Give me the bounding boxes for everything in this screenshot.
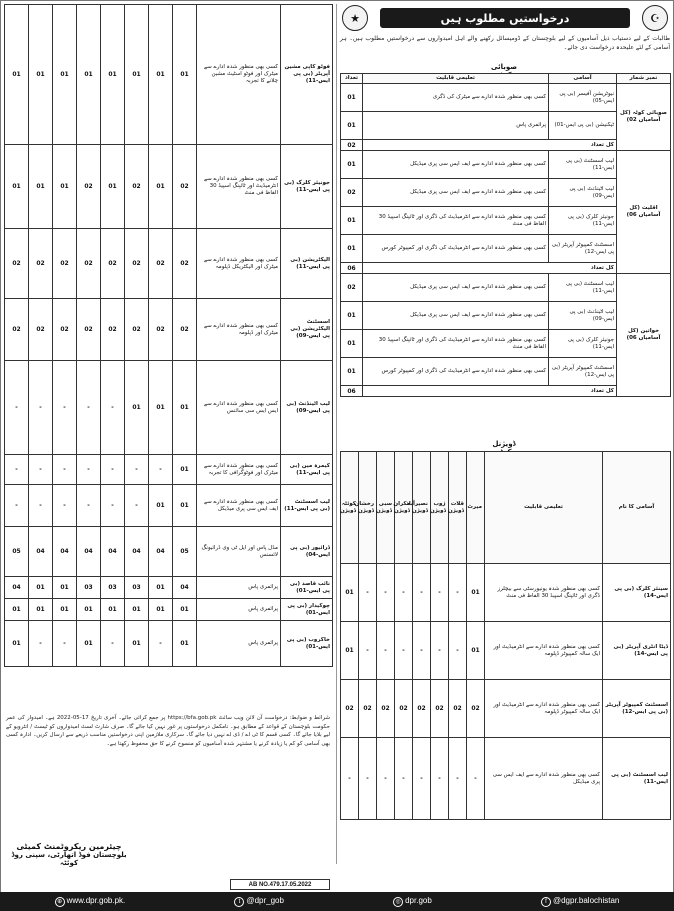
count-cell: 01: [341, 235, 363, 263]
quota-value-cell: 01: [125, 5, 149, 145]
quota-value-cell: 04: [5, 577, 29, 599]
count-cell: 01: [341, 151, 363, 179]
quota-value-cell: 03: [77, 577, 101, 599]
table-row: [5, 299, 333, 361]
table-row: [5, 229, 333, 299]
qualification-cell: کسی بھی منظور شدہ ادارے سے انٹرمیڈیٹ کی ڈگری اور کمپیوٹر کورس: [363, 358, 549, 386]
left-posts-table: [4, 4, 333, 667]
post-cell: سینئر کلرک (بی پی ایس-14): [603, 564, 671, 622]
quota-value-cell: 01: [149, 145, 173, 229]
post-cell: کیمرہ مین (بی پی ایس-11): [281, 455, 333, 485]
quota-value-cell: 01: [125, 621, 149, 667]
quota-group-label: خواتین (کل آسامیاں 06): [617, 274, 671, 397]
qualification-cell: کسی بھی منظور شدہ ادارے سے انٹرمیڈیٹ کی ڈگری اور ٹائپنگ اسپیڈ 30 الفاظ فی منٹ: [363, 207, 549, 235]
quota-value-cell: -: [29, 361, 53, 455]
quota-value-cell: -: [53, 621, 77, 667]
quota-value-cell: 02: [5, 299, 29, 361]
quota-value-cell: -: [53, 485, 77, 527]
total-label: کل تعداد: [363, 140, 617, 151]
total-value: 06: [341, 263, 363, 274]
quota-value-cell: 04: [125, 527, 149, 577]
quota-value-cell: -: [449, 622, 467, 680]
footer-item[interactable]: [541, 896, 619, 907]
footer-item[interactable]: [234, 896, 283, 907]
quota-value-cell: 04: [77, 527, 101, 577]
post-cell: چوکیدار (بی پی ایس-01): [281, 599, 333, 621]
qualification-cell: کسی بھی منظور شدہ ادارے سے ایس ایس سی سائنس: [197, 361, 281, 455]
qualification-cell: کسی بھی منظور شدہ ادارے سے ایف ایس سی پری میڈیکل: [363, 274, 549, 302]
quota-value-cell: 01: [341, 622, 359, 680]
quota-value-cell: -: [413, 738, 431, 820]
qualification-cell: کسی بھی منظور شدہ ادارے سے میٹرک اور الیکٹریکل ڈپلومہ: [197, 229, 281, 299]
quota-value-cell: 01: [467, 622, 485, 680]
post-cell: لیب اٹینڈنٹ (بی پی ایس-09): [549, 302, 617, 330]
quota-value-cell: 02: [125, 299, 149, 361]
quota-value-cell: 01: [5, 5, 29, 145]
quota-value-cell: 01: [53, 5, 77, 145]
quota-value-cell: -: [341, 738, 359, 820]
table-row: [5, 527, 333, 577]
quota-value-cell: 01: [173, 455, 197, 485]
quota-value-cell: 01: [101, 145, 125, 229]
qualification-cell: کسی بھی منظور شدہ ادارے سے ایف ایس سی پری میڈیکل: [485, 738, 603, 820]
post-cell: فوٹو کاپی مشین آپریٹر (بی پی ایس-11): [281, 5, 333, 145]
qualification-cell: کسی بھی منظور شدہ ادارے سے انٹرمیڈیٹ اور ایک سالہ کمپیوٹر ڈپلومہ: [485, 680, 603, 738]
quota-value-cell: -: [125, 485, 149, 527]
quota-value-cell: -: [149, 621, 173, 667]
quota-value-cell: 04: [101, 527, 125, 577]
quota-value-cell: -: [377, 738, 395, 820]
quota-value-cell: 02: [173, 229, 197, 299]
footer-item[interactable]: [393, 896, 432, 907]
column-header: نمبر شمار: [617, 74, 671, 84]
quota-group-label: اقلیت (کل آسامیاں 06): [617, 151, 671, 274]
quota-value-cell: 04: [173, 577, 197, 599]
quota-value-cell: -: [101, 361, 125, 455]
column-header: تعداد: [341, 74, 363, 84]
table-row: [5, 599, 333, 621]
qualification-cell: کسی بھی منظور شدہ ادارے سے انٹرمیڈیٹ کی ڈگری اور کمپیوٹر کورس: [363, 235, 549, 263]
intro-text: طالبات کے لیے دستیاب ذیل آسامیوں کے لیے بلوچستان کے ڈومیسائل رکھنے والے اہل امیدواروں سے درخواستیں مطلوب ہیں۔ ہر آسامی کے لئے علیحدہ درخواست دی جائے۔: [340, 35, 670, 51]
count-cell: 02: [341, 179, 363, 207]
post-cell: اسسٹنٹ کمپیوٹر آپریٹر (بی پی ایس-12): [603, 680, 671, 738]
post-cell: لیب اٹینڈنٹ (بی پی ایس-09): [549, 179, 617, 207]
column-header: میرٹ: [467, 452, 485, 564]
total-value: 02: [341, 140, 363, 151]
table-row: [341, 84, 671, 112]
government-emblem-icon: ★: [342, 5, 368, 31]
table-row: [5, 5, 333, 145]
footer-link[interactable]: dpr.gob: [405, 896, 432, 905]
quota-value-cell: -: [77, 455, 101, 485]
quota-value-cell: -: [5, 455, 29, 485]
quota-value-cell: -: [467, 738, 485, 820]
quota-value-cell: 02: [413, 680, 431, 738]
column-header: آسامی کا نام: [603, 452, 671, 564]
footer-item[interactable]: [55, 896, 126, 907]
instagram-icon: ◎: [393, 897, 403, 907]
quota-value-cell: 02: [77, 299, 101, 361]
post-cell: اسسٹنٹ کمپیوٹر آپریٹر (بی پی ایس-12): [549, 235, 617, 263]
post-cell: اسسٹنٹ الیکٹریشن (بی پی ایس-09): [281, 299, 333, 361]
divisional-table: [340, 451, 671, 820]
quota-value-cell: -: [29, 621, 53, 667]
quota-value-cell: 02: [101, 299, 125, 361]
facebook-icon: f: [541, 897, 551, 907]
qualification-cell: پرائمری پاس: [197, 599, 281, 621]
footer-link[interactable]: @dpr_gob: [246, 896, 284, 905]
quota-value-cell: -: [29, 485, 53, 527]
post-cell: نیوٹریشن آفیسر (بی پی ایس-05): [549, 84, 617, 112]
table-row: [5, 485, 333, 527]
table-row: [5, 361, 333, 455]
quota-value-cell: 02: [377, 680, 395, 738]
post-cell: لیب اسسٹنٹ (بی پی ایس-11): [549, 274, 617, 302]
count-cell: 01: [341, 358, 363, 386]
quota-value-cell: -: [77, 361, 101, 455]
table-row: [341, 274, 671, 302]
quota-value-cell: -: [53, 361, 77, 455]
quota-value-cell: 01: [53, 577, 77, 599]
quota-value-cell: -: [377, 622, 395, 680]
column-header: تعلیمی قابلیت: [485, 452, 603, 564]
footer-link[interactable]: www.dpr.gob.pk.: [66, 896, 126, 905]
quota-value-cell: -: [5, 361, 29, 455]
provincial-table: [340, 73, 671, 397]
count-cell: 02: [341, 274, 363, 302]
post-cell: لیب اسسٹنٹ (بی پی ایس-11): [603, 738, 671, 820]
quota-value-cell: -: [377, 564, 395, 622]
table-row: [341, 564, 671, 622]
quota-value-cell: 02: [467, 680, 485, 738]
quota-value-cell: 04: [53, 527, 77, 577]
quota-value-cell: -: [359, 564, 377, 622]
qualification-cell: کسی بھی منظور شدہ یونیورسٹی سے بیچلرز ڈگری اور ٹائپنگ اسپیڈ 30 الفاظ فی منٹ: [485, 564, 603, 622]
qualification-cell: کسی بھی منظور شدہ ادارے سے انٹرمیڈیٹ اور ایک سالہ کمپیوٹر ڈپلومہ: [485, 622, 603, 680]
qualification-cell: کسی بھی منظور شدہ ادارے سے ایف ایس سی پری میڈیکل: [197, 485, 281, 527]
quota-value-cell: -: [29, 455, 53, 485]
qualification-cell: کسی بھی منظور شدہ ادارے سے میٹرک کی ڈگری: [363, 84, 549, 112]
qualification-cell: مڈل پاس اور ایل ٹی وی ڈرائیونگ لائسنس: [197, 527, 281, 577]
qualification-cell: کسی بھی منظور شدہ ادارے سے میٹرک اور فوٹوگرافی کا تجربہ: [197, 455, 281, 485]
quota-value-cell: -: [77, 485, 101, 527]
quota-value-cell: 02: [101, 229, 125, 299]
quota-value-cell: -: [413, 564, 431, 622]
quota-value-cell: 02: [395, 680, 413, 738]
ad-title: درخواستیں مطلوب ہیں: [380, 8, 630, 28]
quota-value-cell: 02: [29, 299, 53, 361]
quota-value-cell: 01: [173, 5, 197, 145]
count-cell: 01: [341, 330, 363, 358]
quota-value-cell: 02: [5, 229, 29, 299]
qualification-cell: کسی بھی منظور شدہ ادارے سے انٹرمیڈیٹ اور ٹائپنگ اسپیڈ 30 الفاظ فی منٹ: [197, 145, 281, 229]
count-cell: 01: [341, 112, 363, 140]
quota-value-cell: 01: [149, 5, 173, 145]
quota-value-cell: -: [125, 455, 149, 485]
post-cell: لیب اٹینڈنٹ (بی پی ایس-09): [281, 361, 333, 455]
quota-value-cell: -: [101, 485, 125, 527]
quota-value-cell: 02: [77, 229, 101, 299]
table-row: [341, 622, 671, 680]
total-value: 06: [341, 386, 363, 397]
qualification-cell: پرائمری پاس: [363, 112, 549, 140]
quota-value-cell: 01: [101, 599, 125, 621]
qualification-cell: کسی بھی منظور شدہ ادارے سے انٹرمیڈیٹ کی ڈگری اور ٹائپنگ اسپیڈ 30 الفاظ فی منٹ: [363, 330, 549, 358]
quota-value-cell: 02: [149, 299, 173, 361]
quota-value-cell: 02: [341, 680, 359, 738]
government-emblem-icon: ☪: [642, 5, 668, 31]
post-cell: خاکروب (بی پی ایس-01): [281, 621, 333, 667]
quota-value-cell: 01: [5, 145, 29, 229]
post-cell: جونیئر کلرک (بی پی ایس-11): [549, 330, 617, 358]
quota-value-cell: -: [413, 622, 431, 680]
footer-link[interactable]: @dgpr.balochistan: [552, 896, 620, 905]
quota-value-cell: 02: [173, 145, 197, 229]
qualification-cell: کسی بھی منظور شدہ ادارے سے ایف ایس سی پری میڈیکل: [363, 302, 549, 330]
post-cell: جونیئر کلرک (بی پی ایس-11): [281, 145, 333, 229]
quota-value-cell: 01: [29, 599, 53, 621]
quota-value-cell: -: [431, 622, 449, 680]
table-row: [5, 621, 333, 667]
quota-value-cell: 01: [149, 485, 173, 527]
quota-value-cell: 01: [341, 564, 359, 622]
quota-value-cell: -: [101, 621, 125, 667]
column-header: آسامی: [549, 74, 617, 84]
quota-value-cell: 01: [77, 621, 101, 667]
quota-value-cell: 02: [359, 680, 377, 738]
quota-value-cell: 01: [125, 361, 149, 455]
signatory-title: چیئرمین ریکروٹمنٹ کمیٹی: [16, 842, 122, 851]
post-cell: ٹیکنیشن (بی پی ایس-01): [549, 112, 617, 140]
twitter-icon: t: [234, 897, 244, 907]
quota-value-cell: -: [101, 455, 125, 485]
column-header: کوئٹہ ڈویژن: [341, 452, 359, 564]
quota-value-cell: 02: [125, 229, 149, 299]
footer-bar: [0, 892, 674, 911]
quota-value-cell: 02: [77, 145, 101, 229]
column-header: نصیرآباد ڈویژن: [413, 452, 431, 564]
table-row: [341, 151, 671, 179]
quota-value-cell: -: [359, 622, 377, 680]
quota-value-cell: 01: [125, 599, 149, 621]
quota-value-cell: 02: [449, 680, 467, 738]
table-row: [341, 738, 671, 820]
quota-value-cell: 02: [53, 229, 77, 299]
quota-value-cell: 01: [77, 5, 101, 145]
table-row: [5, 455, 333, 485]
quota-value-cell: 01: [29, 145, 53, 229]
quota-value-cell: 05: [5, 527, 29, 577]
qualification-cell: کسی بھی منظور شدہ ادارے سے میٹرک اور فوٹو اسٹیٹ مشین چلانے کا تجربہ: [197, 5, 281, 145]
quota-value-cell: 01: [149, 361, 173, 455]
provincial-heading: صوبائی: [490, 63, 518, 71]
post-cell: لیب اسسٹنٹ (بی پی ایس-11): [281, 485, 333, 527]
quota-value-cell: 04: [29, 527, 53, 577]
quota-value-cell: -: [53, 455, 77, 485]
qualification-cell: کسی بھی منظور شدہ ادارے سے ایف ایس سی پری میڈیکل: [363, 151, 549, 179]
quota-value-cell: 01: [5, 599, 29, 621]
globe-icon: ⊕: [55, 897, 65, 907]
signatory-address: بلوچستان فوڈ اتھارٹی، سپنی روڈ کوئٹہ: [11, 851, 127, 867]
terms-and-conditions: شرائط و ضوابط: درخواست آن لائن ویب سائٹ https://bfa.gob.pk پر جمع کرائی جائے۔ آخری تاریخ 17-05-2022 ہے۔ امیدوار کی عمر حکومت بلوچستان کے قواعد کے مطابق ہو۔ نامکمل درخواستوں پر غور نہیں کیا جائے گا۔ صرف شارٹ لسٹ امیدواروں کو ٹیسٹ / انٹرویو کے لیے بلایا جائے گا۔ کسی قسم کا ٹی اے / ڈی اے نہیں دیا جائے گا۔ سرکاری ملازمین اپنی درخواستیں مناسب ذریعے سے ارسال کریں۔ ادارہ کسی بھی آسامی کو کم یا زیادہ کرنے یا مشتہر شدہ آسامیوں کو منسوخ کرنے کا حق محفوظ رکھتا ہے۔: [6, 715, 330, 747]
post-cell: الیکٹریشن (بی پی ایس-11): [281, 229, 333, 299]
quota-value-cell: 01: [173, 621, 197, 667]
count-cell: 01: [341, 84, 363, 112]
ad-header: [340, 4, 670, 34]
quota-value-cell: 01: [29, 577, 53, 599]
post-cell: اسسٹنٹ کمپیوٹر آپریٹر (بی پی ایس-12): [549, 358, 617, 386]
column-header: مکران ڈویژن: [395, 452, 413, 564]
table-row: [5, 577, 333, 599]
quota-value-cell: 01: [173, 599, 197, 621]
quota-value-cell: -: [449, 564, 467, 622]
quota-value-cell: -: [149, 455, 173, 485]
quota-value-cell: -: [431, 738, 449, 820]
post-cell: نائب قاصد (بی پی ایس-01): [281, 577, 333, 599]
quota-value-cell: 01: [467, 564, 485, 622]
qualification-cell: کسی بھی منظور شدہ ادارے سے میٹرک اور ڈپلومہ: [197, 299, 281, 361]
column-header: تعلیمی قابلیت: [363, 74, 549, 84]
quota-value-cell: 01: [149, 599, 173, 621]
total-label: کل تعداد: [363, 263, 617, 274]
total-label: کل تعداد: [363, 386, 617, 397]
quota-value-cell: 01: [173, 361, 197, 455]
qualification-cell: پرائمری پاس: [197, 621, 281, 667]
column-header: رخشان ڈویژن: [359, 452, 377, 564]
quota-value-cell: 02: [149, 229, 173, 299]
quota-value-cell: -: [395, 564, 413, 622]
qualification-cell: کسی بھی منظور شدہ ادارے سے ایف ایس سی پری میڈیکل: [363, 179, 549, 207]
quota-value-cell: -: [395, 738, 413, 820]
count-cell: 01: [341, 207, 363, 235]
quota-value-cell: 03: [125, 577, 149, 599]
post-cell: ڈرائیور (بی پی ایس-04): [281, 527, 333, 577]
quota-value-cell: 05: [173, 527, 197, 577]
quota-value-cell: 02: [173, 299, 197, 361]
quota-value-cell: -: [5, 485, 29, 527]
quota-value-cell: 04: [149, 527, 173, 577]
ad-number: AB NO.479.17.05.2022: [230, 879, 330, 890]
column-header: قلات ڈویژن: [449, 452, 467, 564]
post-cell: ڈیٹا انٹری آپریٹر (بی پی ایس-14): [603, 622, 671, 680]
quota-value-cell: 01: [149, 577, 173, 599]
column-header: سبی ڈویژن: [377, 452, 395, 564]
quota-value-cell: 02: [29, 229, 53, 299]
quota-value-cell: 02: [53, 299, 77, 361]
quota-group-label: صوبائی کوٹہ (کل آسامیاں 02): [617, 84, 671, 151]
quota-value-cell: 01: [173, 485, 197, 527]
quota-value-cell: 01: [53, 145, 77, 229]
quota-value-cell: -: [431, 564, 449, 622]
quota-value-cell: -: [395, 622, 413, 680]
quota-value-cell: 01: [29, 5, 53, 145]
post-cell: جونیئر کلرک (بی پی ایس-11): [549, 207, 617, 235]
quota-value-cell: 01: [5, 621, 29, 667]
quota-value-cell: -: [359, 738, 377, 820]
quota-value-cell: -: [449, 738, 467, 820]
quota-value-cell: 03: [101, 577, 125, 599]
signature-block: [4, 842, 134, 867]
quota-value-cell: 01: [101, 5, 125, 145]
quota-value-cell: 02: [125, 145, 149, 229]
divisional-heading: ڈویژنل: [492, 440, 516, 448]
table-row: [5, 145, 333, 229]
quota-value-cell: 02: [431, 680, 449, 738]
qualification-cell: پرائمری پاس: [197, 577, 281, 599]
count-cell: 01: [341, 302, 363, 330]
quota-value-cell: 01: [53, 599, 77, 621]
quota-value-cell: 01: [77, 599, 101, 621]
column-header: ژوب ڈویژن: [431, 452, 449, 564]
post-cell: لیب اسسٹنٹ (بی پی ایس-11): [549, 151, 617, 179]
column-divider: [336, 4, 337, 864]
table-row: [341, 680, 671, 738]
